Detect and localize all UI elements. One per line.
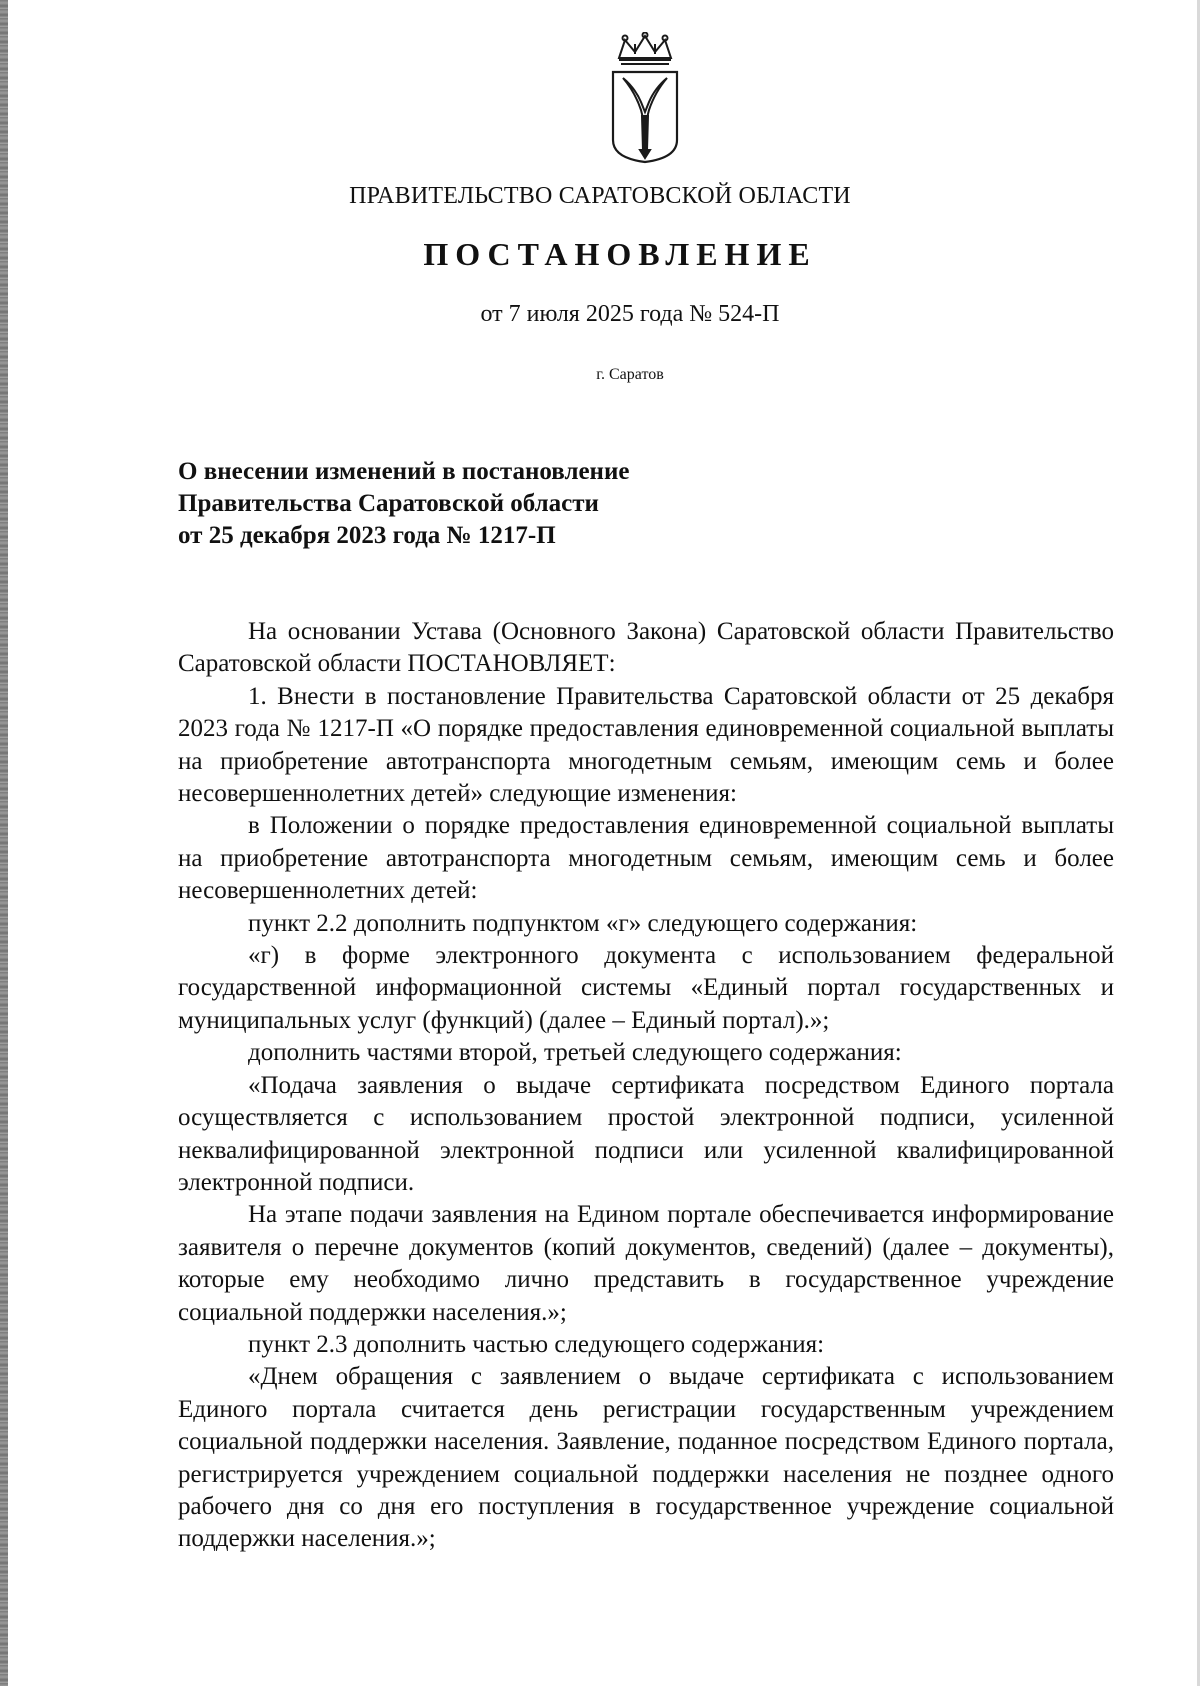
document-body xyxy=(178,616,1114,1556)
body-paragraph: дополнить частями второй, третьей следующего содержания: xyxy=(248,1039,902,1067)
body-paragraph: «Днем обращения с заявлением о выдаче сертификата с использованием Единого портала считается день регистрации государственным учреждением социальной поддержки населения. Заявление, поданное посредством Единого портала, регистрируется учреждением социальной поддержки населения не позднее одного рабочего дня со дня его поступления в государственное учреждение социальной поддержки населения.»; xyxy=(178,1363,1114,1553)
body-paragraph: На этапе подачи заявления на Едином портале обеспечивается информирование заявителя о перечне документов (копий документов, сведений) (далее – документы), которые ему необходимо лично представить в государственное учреждение социальной поддержки населения.»; xyxy=(178,1201,1114,1326)
body-paragraph: «Подача заявления о выдаче сертификата посредством Единого портала осуществляется с использованием простой электронной подписи, усиленной неквалифицированной электронной подписи или усиленной квалифицированной электронной подписи. xyxy=(178,1071,1114,1196)
body-paragraph: пункт 2.3 дополнить частью следующего содержания: xyxy=(248,1330,825,1358)
body-paragraph: в Положении о порядке предоставления единовременной социальной выплаты на приобретение автотранспорта многодетным семьям, имеющим семь и более несовершеннолетних детей: xyxy=(178,812,1114,905)
body-paragraph: 1. Внести в постановление Правительства Саратовской области от 25 декабря 2023 года № 1217-П «О порядке предоставления единовременной социальной выплаты на приобретение автотранспорта многодетным семьям, имеющим семь и более несовершеннолетних детей» следующие изменения: xyxy=(178,682,1114,808)
body-paragraph: пункт 2.2 дополнить подпунктом «г» следующего содержания: xyxy=(248,909,918,937)
body-paragraph: «г) в форме электронного документа с использованием федеральной государственной информационной системы «Единый портал государственных и муниципальных услуг (функций) (далее – Единый портал).»; xyxy=(178,942,1114,1034)
title-line: от 25 декабря 2023 года № 1217-П xyxy=(178,522,556,549)
title-line: О внесении изменений в постановление xyxy=(178,458,630,485)
body-paragraph: На основании Устава (Основного Закона) Саратовской области Правительство Саратовской области ПОСТАНОВЛЯЕТ: xyxy=(178,618,1114,678)
document-title xyxy=(178,456,938,552)
saratov-coat-of-arms-icon xyxy=(605,32,685,164)
organization-name: ПРАВИТЕЛЬСТВО САРАТОВСКОЙ ОБЛАСТИ xyxy=(349,183,851,209)
document-type: ПОСТАНОВЛЕНИЕ xyxy=(423,236,817,272)
document-city: г. Саратов xyxy=(596,366,664,383)
title-line: Правительства Саратовской области xyxy=(178,490,599,517)
document-date-number: от 7 июля 2025 года № 524-П xyxy=(480,301,780,327)
